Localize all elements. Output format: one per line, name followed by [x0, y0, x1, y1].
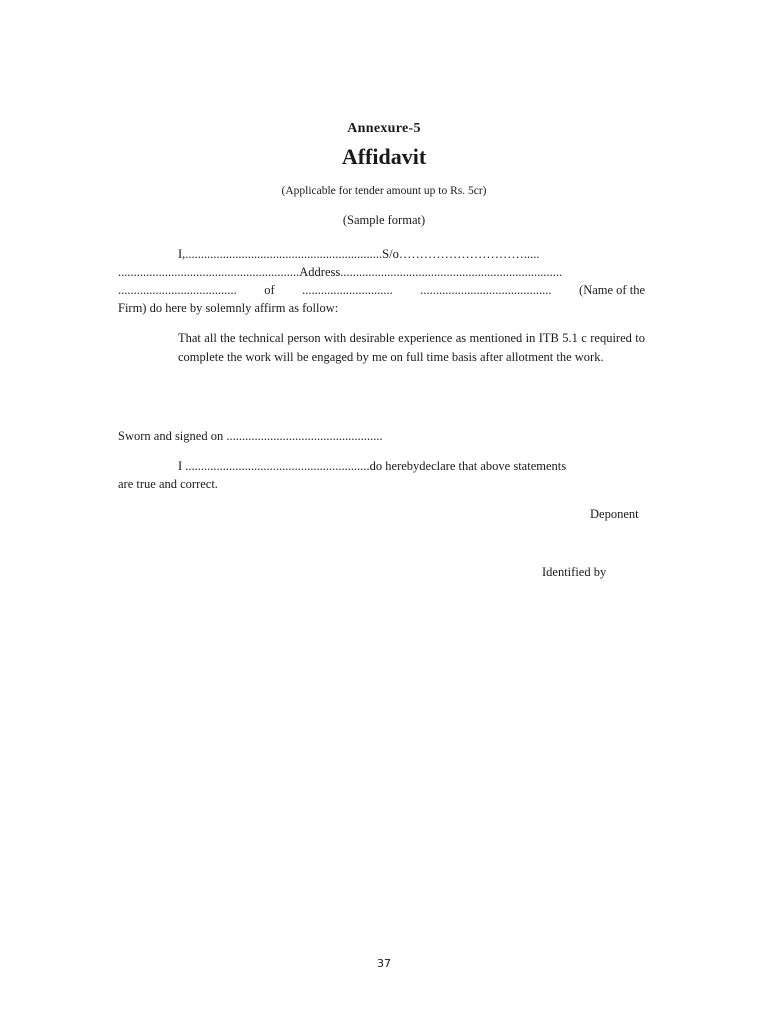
intro-line-firm: [118, 281, 645, 299]
statement-paragraph: That all the technical person with desirable experience as mentioned in ITB 5.1 c required to complete the work will be engaged by me on full time basis after allotment the work.: [178, 331, 645, 364]
intro-blank-1: ......................................: [118, 283, 237, 297]
declaration-line-2: are true and correct.: [118, 477, 218, 491]
sworn-line: Sworn and signed on ..................................................: [118, 429, 383, 443]
declaration-line-1: I ...........................................................do herebydeclare that above statements: [178, 459, 567, 473]
sample-format-note: (Sample format): [342, 213, 426, 227]
annexure-heading: Annexure-5: [347, 121, 421, 136]
intro-line-name: I,...............................................................S/o………………………….....: [178, 247, 540, 261]
applicability-note: (Applicable for tender amount up to Rs. 5cr): [281, 185, 487, 197]
identified-by-label: Identified by: [542, 565, 607, 579]
document-title: Affidavit: [341, 144, 427, 169]
intro-blank-2: .............................: [302, 283, 393, 297]
page-number: 37: [377, 957, 391, 970]
intro-of-word: of: [264, 283, 275, 297]
intro-line-affirm: Firm) do here by solemnly affirm as follow:: [118, 301, 339, 315]
intro-name-of-the: (Name of the: [579, 283, 645, 297]
intro-line-address: ..........................................................Address.......................................................................: [118, 265, 563, 279]
intro-blank-3: ..........................................: [420, 283, 552, 297]
deponent-label: Deponent: [590, 507, 639, 521]
